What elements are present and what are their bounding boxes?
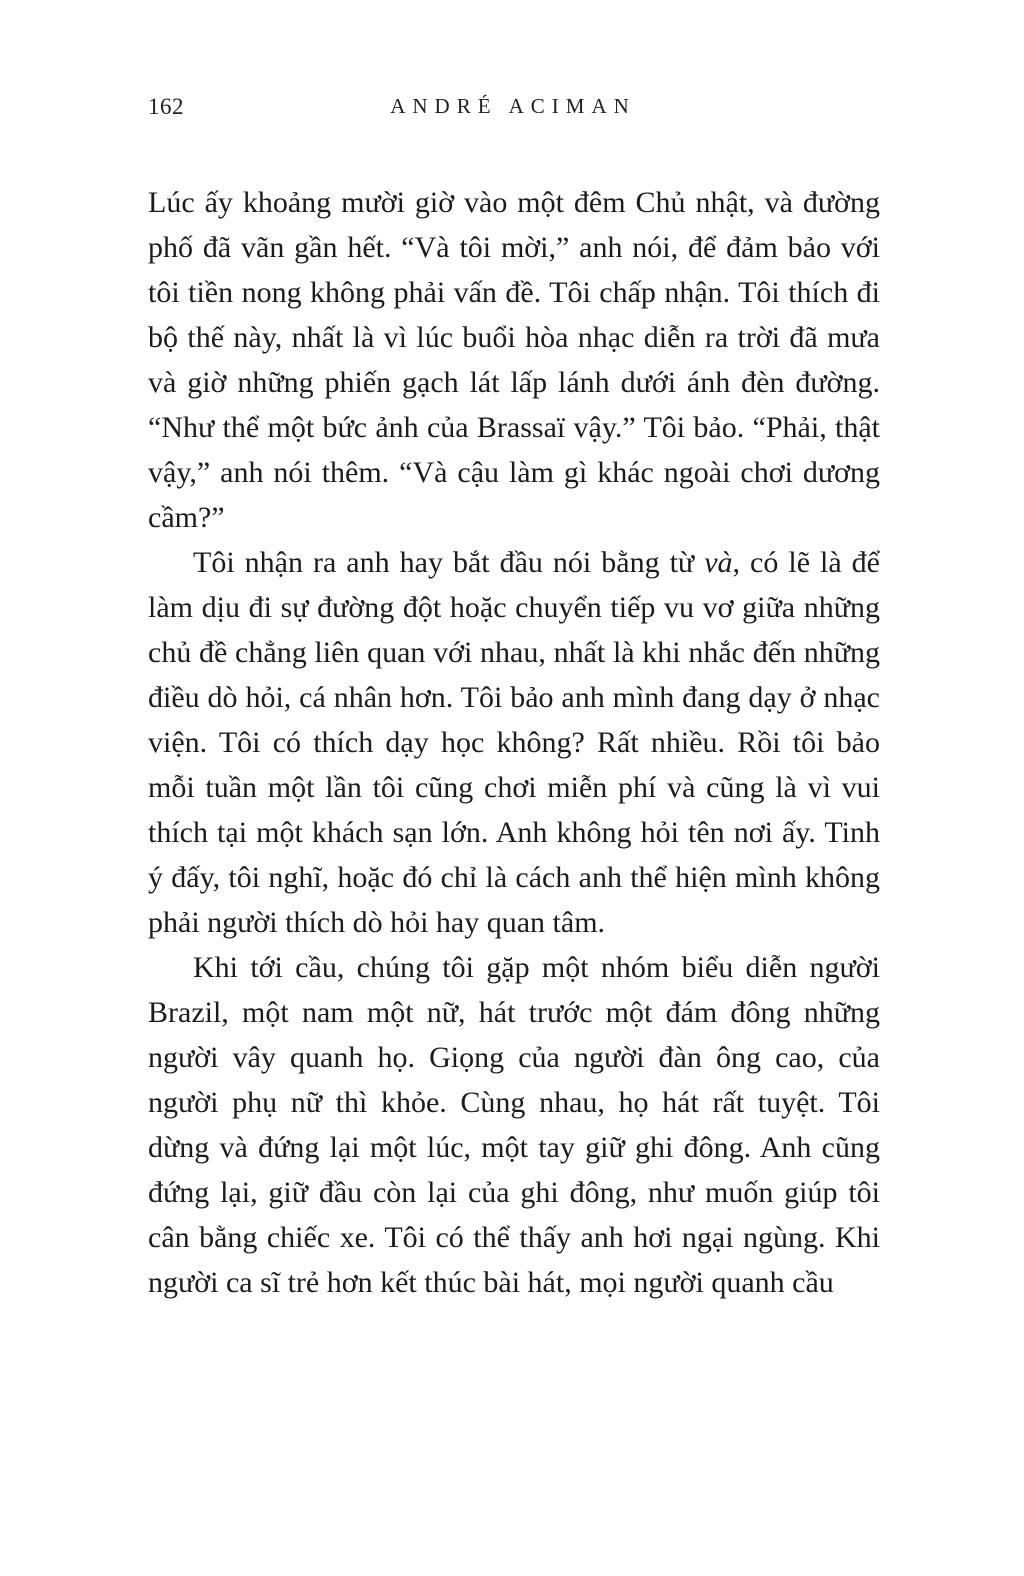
text-run: , có lẽ là để làm dịu đi sự đường đột hoặc chuyển tiếp vu vơ giữa những chủ đề chẳng liên quan với nhau, nhất là khi nhắc đến những điều dò hỏi, cá nhân hơn. Tôi bảo anh mình đang dạy ở nhạc viện. Tôi có thích dạy học không? Rất nhiều. Rồi tôi bảo mỗi tuần một lần tôi cũng chơi miễn phí và cũng là vì vui thích tại một khách sạn lớn. Anh không hỏi tên nơi ấy. Tinh ý đấy, tôi nghĩ, hoặc đó chỉ là cách anh thể hiện mình không phải người thích dò hỏi hay quan tâm.: [148, 546, 880, 939]
text-run: Khi tới cầu, chúng tôi gặp một nhóm biểu diễn người Brazil, một nam một nữ, hát trước một đám đông những người vây quanh họ. Giọng của người đàn ông cao, của người phụ nữ thì khỏe. Cùng nhau, họ hát rất tuyệt. Tôi dừng và đứng lại một lúc, một tay giữ ghi đông. Anh cũng đứng lại, giữ đầu còn lại của ghi đông, như muốn giúp tôi cân bằng chiếc xe. Tôi có thể thấy anh hơi ngại ngùng. Khi người ca sĩ trẻ hơn kết thúc bài hát, mọi người quanh cầu: [148, 951, 880, 1299]
paragraph: [148, 180, 880, 540]
page-number: 162: [148, 94, 184, 119]
text-run: và: [704, 546, 733, 579]
text-run: Lúc ấy khoảng mười giờ vào một đêm Chủ nhật, và đường phố đã vãn gần hết. “Và tôi mời,” anh nói, để đảm bảo với tôi tiền nong không phải vấn đề. Tôi chấp nhận. Tôi thích đi bộ thế này, nhất là vì lúc buổi hòa nhạc diễn ra trời đã mưa và giờ những phiến gạch lát lấp lánh dưới ánh đèn đường. “Như thể một bức ảnh của Brassaï vậy.” Tôi bảo. “Phải, thật vậy,” anh nói thêm. “Và cậu làm gì khác ngoài chơi dương cầm?”: [148, 186, 880, 534]
text-run: Tôi nhận ra anh hay bắt đầu nói bằng từ: [193, 546, 705, 579]
paragraph: [148, 540, 880, 945]
page-header: [148, 92, 878, 124]
paragraph: [148, 945, 880, 1305]
running-head-author: ANDRÉ ACIMAN: [390, 94, 636, 118]
body-text: [148, 180, 880, 1305]
